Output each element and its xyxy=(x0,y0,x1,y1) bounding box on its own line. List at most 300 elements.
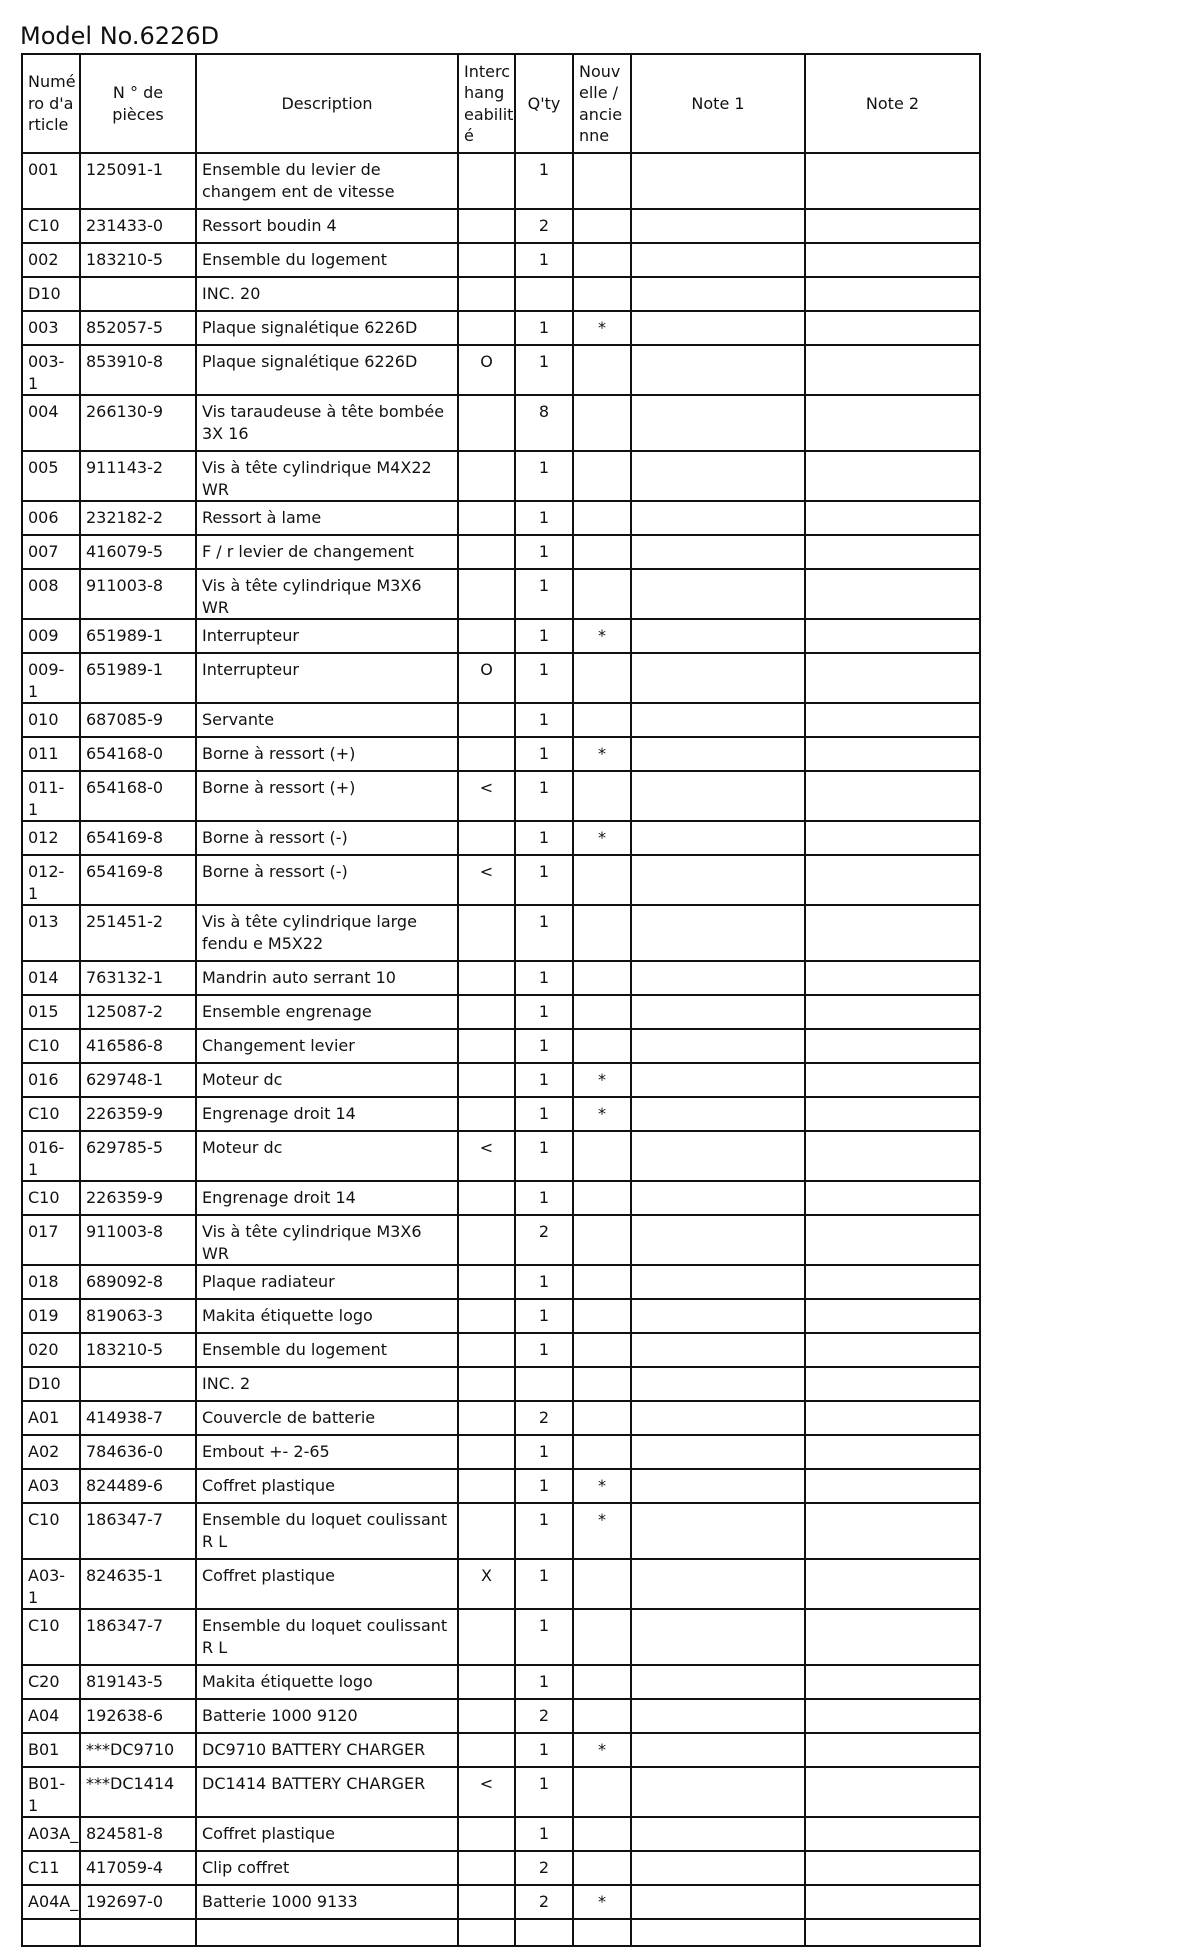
cell-part-number xyxy=(80,277,196,311)
cell-empty xyxy=(22,1919,80,1946)
cell-quantity: 1 xyxy=(515,1665,573,1699)
cell-description: Borne à ressort (+) xyxy=(196,771,458,821)
cell-description: Batterie 1000 9133 xyxy=(196,1885,458,1919)
table-row xyxy=(22,1097,980,1131)
cell-quantity: 1 xyxy=(515,1503,573,1559)
cell-description: Moteur dc xyxy=(196,1131,458,1181)
cell-quantity: 1 xyxy=(515,1817,573,1851)
cell-interchangeability xyxy=(458,995,515,1029)
cell-new-old xyxy=(573,771,631,821)
cell-interchangeability xyxy=(458,501,515,535)
cell-quantity: 2 xyxy=(515,209,573,243)
cell-new-old xyxy=(573,653,631,703)
cell-item-number: 004 xyxy=(22,395,80,451)
cell-description: Vis à tête cylindrique large fendu e M5X22 xyxy=(196,905,458,961)
cell-new-old xyxy=(573,345,631,395)
cell-note-1 xyxy=(631,1733,805,1767)
cell-description: Ensemble du loquet coulissant R L xyxy=(196,1503,458,1559)
cell-item-number: A03-1 xyxy=(22,1559,80,1609)
cell-description: F / r levier de changement xyxy=(196,535,458,569)
cell-new-old xyxy=(573,569,631,619)
cell-item-number: 018 xyxy=(22,1265,80,1299)
cell-interchangeability xyxy=(458,1333,515,1367)
cell-note-1 xyxy=(631,1097,805,1131)
table-row xyxy=(22,1733,980,1767)
table-row xyxy=(22,311,980,345)
cell-note-1 xyxy=(631,905,805,961)
cell-description: Servante xyxy=(196,703,458,737)
cell-new-old xyxy=(573,1767,631,1817)
cell-new-old xyxy=(573,153,631,209)
cell-new-old xyxy=(573,1215,631,1265)
cell-item-number: C10 xyxy=(22,209,80,243)
table-row xyxy=(22,1063,980,1097)
cell-quantity xyxy=(515,277,573,311)
cell-note-2 xyxy=(805,1559,980,1609)
table-row xyxy=(22,995,980,1029)
cell-note-2 xyxy=(805,1265,980,1299)
cell-item-number: C10 xyxy=(22,1181,80,1215)
cell-item-number: C10 xyxy=(22,1097,80,1131)
cell-empty xyxy=(80,1919,196,1946)
cell-new-old xyxy=(573,855,631,905)
cell-new-old xyxy=(573,1299,631,1333)
cell-item-number: 017 xyxy=(22,1215,80,1265)
cell-note-2 xyxy=(805,1733,980,1767)
cell-note-2 xyxy=(805,1699,980,1733)
cell-interchangeability xyxy=(458,737,515,771)
cell-new-old xyxy=(573,1609,631,1665)
cell-note-1 xyxy=(631,703,805,737)
cell-note-1 xyxy=(631,1299,805,1333)
cell-new-old xyxy=(573,395,631,451)
cell-quantity: 1 xyxy=(515,995,573,1029)
cell-quantity: 1 xyxy=(515,153,573,209)
cell-item-number: D10 xyxy=(22,277,80,311)
cell-item-number: 001 xyxy=(22,153,80,209)
cell-quantity: 2 xyxy=(515,1885,573,1919)
cell-part-number: 654169-8 xyxy=(80,821,196,855)
table-row xyxy=(22,855,980,905)
cell-description: Ensemble du loquet coulissant R L xyxy=(196,1609,458,1665)
cell-item-number: 016-1 xyxy=(22,1131,80,1181)
cell-interchangeability xyxy=(458,821,515,855)
cell-quantity: 1 xyxy=(515,1333,573,1367)
cell-interchangeability xyxy=(458,1401,515,1435)
cell-item-number: 020 xyxy=(22,1333,80,1367)
cell-note-1 xyxy=(631,535,805,569)
cell-item-number: 011-1 xyxy=(22,771,80,821)
cell-new-old xyxy=(573,1665,631,1699)
cell-note-1 xyxy=(631,855,805,905)
cell-note-2 xyxy=(805,1851,980,1885)
cell-new-old: * xyxy=(573,1063,631,1097)
cell-empty xyxy=(805,1919,980,1946)
cell-part-number: 192638-6 xyxy=(80,1699,196,1733)
cell-description: Plaque radiateur xyxy=(196,1265,458,1299)
cell-item-number: A01 xyxy=(22,1401,80,1435)
cell-quantity: 2 xyxy=(515,1851,573,1885)
cell-note-2 xyxy=(805,451,980,501)
table-row xyxy=(22,1699,980,1733)
cell-quantity: 1 xyxy=(515,1435,573,1469)
cell-interchangeability xyxy=(458,243,515,277)
cell-interchangeability xyxy=(458,961,515,995)
cell-new-old xyxy=(573,1131,631,1181)
cell-quantity: 2 xyxy=(515,1699,573,1733)
cell-interchangeability xyxy=(458,277,515,311)
cell-note-1 xyxy=(631,1401,805,1435)
cell-item-number: 003-1 xyxy=(22,345,80,395)
cell-item-number: C11 xyxy=(22,1851,80,1885)
cell-interchangeability: O xyxy=(458,345,515,395)
page-title: Model No.6226D xyxy=(20,22,220,50)
cell-interchangeability xyxy=(458,1733,515,1767)
cell-item-number: 009 xyxy=(22,619,80,653)
cell-new-old xyxy=(573,277,631,311)
cell-note-2 xyxy=(805,501,980,535)
cell-note-1 xyxy=(631,243,805,277)
table-row xyxy=(22,1401,980,1435)
cell-note-1 xyxy=(631,311,805,345)
cell-note-2 xyxy=(805,277,980,311)
cell-quantity: 1 xyxy=(515,653,573,703)
cell-interchangeability xyxy=(458,1699,515,1733)
cell-note-2 xyxy=(805,243,980,277)
cell-interchangeability xyxy=(458,1817,515,1851)
cell-note-2 xyxy=(805,653,980,703)
table-row xyxy=(22,153,980,209)
cell-note-2 xyxy=(805,1299,980,1333)
cell-interchangeability xyxy=(458,311,515,345)
cell-new-old: * xyxy=(573,1503,631,1559)
cell-new-old xyxy=(573,1851,631,1885)
cell-new-old xyxy=(573,451,631,501)
cell-quantity: 1 xyxy=(515,1609,573,1665)
cell-note-1 xyxy=(631,1503,805,1559)
cell-note-2 xyxy=(805,1333,980,1367)
cell-interchangeability xyxy=(458,153,515,209)
cell-new-old: * xyxy=(573,1097,631,1131)
cell-quantity: 1 xyxy=(515,501,573,535)
cell-description: Vis taraudeuse à tête bombée 3X 16 xyxy=(196,395,458,451)
cell-note-1 xyxy=(631,451,805,501)
cell-note-1 xyxy=(631,501,805,535)
cell-description: DC1414 BATTERY CHARGER xyxy=(196,1767,458,1817)
table-row xyxy=(22,961,980,995)
table-row xyxy=(22,703,980,737)
cell-item-number: 012 xyxy=(22,821,80,855)
cell-new-old xyxy=(573,905,631,961)
cell-interchangeability xyxy=(458,395,515,451)
cell-note-2 xyxy=(805,1215,980,1265)
cell-part-number: 226359-9 xyxy=(80,1181,196,1215)
cell-part-number: 784636-0 xyxy=(80,1435,196,1469)
table-row xyxy=(22,821,980,855)
cell-description: Borne à ressort (+) xyxy=(196,737,458,771)
cell-description: Couvercle de batterie xyxy=(196,1401,458,1435)
cell-quantity: 1 xyxy=(515,451,573,501)
cell-description: Coffret plastique xyxy=(196,1469,458,1503)
table-row xyxy=(22,1469,980,1503)
cell-description: Moteur dc xyxy=(196,1063,458,1097)
cell-interchangeability: < xyxy=(458,1131,515,1181)
cell-description: Ensemble du logement xyxy=(196,243,458,277)
cell-part-number: 251451-2 xyxy=(80,905,196,961)
table-row xyxy=(22,1333,980,1367)
cell-item-number: 014 xyxy=(22,961,80,995)
cell-item-number: 003 xyxy=(22,311,80,345)
cell-description: Clip coffret xyxy=(196,1851,458,1885)
cell-quantity: 2 xyxy=(515,1401,573,1435)
cell-part-number: 226359-9 xyxy=(80,1097,196,1131)
cell-quantity: 1 xyxy=(515,1131,573,1181)
cell-note-1 xyxy=(631,395,805,451)
cell-note-2 xyxy=(805,535,980,569)
cell-description: INC. 2 xyxy=(196,1367,458,1401)
cell-part-number: ***DC1414 xyxy=(80,1767,196,1817)
table-row xyxy=(22,1559,980,1609)
table-row xyxy=(22,1367,980,1401)
cell-description: INC. 20 xyxy=(196,277,458,311)
cell-item-number: 013 xyxy=(22,905,80,961)
cell-quantity: 1 xyxy=(515,855,573,905)
table-row xyxy=(22,1215,980,1265)
cell-interchangeability xyxy=(458,1367,515,1401)
cell-item-number: C10 xyxy=(22,1029,80,1063)
table-row xyxy=(22,1299,980,1333)
cell-new-old: * xyxy=(573,1885,631,1919)
cell-part-number: 416586-8 xyxy=(80,1029,196,1063)
cell-item-number: D10 xyxy=(22,1367,80,1401)
cell-quantity: 1 xyxy=(515,737,573,771)
cell-new-old xyxy=(573,1265,631,1299)
cell-note-1 xyxy=(631,771,805,821)
table-row xyxy=(22,1029,980,1063)
cell-part-number: 232182-2 xyxy=(80,501,196,535)
cell-part-number: 654169-8 xyxy=(80,855,196,905)
cell-new-old xyxy=(573,243,631,277)
table-row xyxy=(22,653,980,703)
cell-interchangeability xyxy=(458,1029,515,1063)
cell-new-old xyxy=(573,1559,631,1609)
table-row xyxy=(22,1503,980,1559)
cell-note-1 xyxy=(631,1851,805,1885)
table-row xyxy=(22,277,980,311)
cell-interchangeability xyxy=(458,1469,515,1503)
table-row xyxy=(22,395,980,451)
cell-description: Ensemble du logement xyxy=(196,1333,458,1367)
cell-quantity: 2 xyxy=(515,1215,573,1265)
cell-interchangeability xyxy=(458,209,515,243)
cell-new-old: * xyxy=(573,1469,631,1503)
cell-description: Batterie 1000 9120 xyxy=(196,1699,458,1733)
cell-part-number: 819143-5 xyxy=(80,1665,196,1699)
header-part-number: N ° de pièces xyxy=(80,54,196,153)
cell-new-old xyxy=(573,1817,631,1851)
cell-item-number: 011 xyxy=(22,737,80,771)
table-row xyxy=(22,1181,980,1215)
table-row xyxy=(22,535,980,569)
cell-part-number: 183210-5 xyxy=(80,1333,196,1367)
cell-description: Plaque signalétique 6226D xyxy=(196,345,458,395)
cell-empty xyxy=(631,1919,805,1946)
cell-item-number: A03A_ xyxy=(22,1817,80,1851)
cell-part-number: 853910-8 xyxy=(80,345,196,395)
cell-new-old xyxy=(573,1401,631,1435)
cell-quantity: 1 xyxy=(515,1029,573,1063)
cell-interchangeability xyxy=(458,1265,515,1299)
cell-note-2 xyxy=(805,1367,980,1401)
cell-note-1 xyxy=(631,1665,805,1699)
header-description: Description xyxy=(196,54,458,153)
cell-item-number: 009-1 xyxy=(22,653,80,703)
cell-description: Coffret plastique xyxy=(196,1559,458,1609)
cell-quantity xyxy=(515,1367,573,1401)
cell-quantity: 1 xyxy=(515,1097,573,1131)
cell-note-1 xyxy=(631,153,805,209)
cell-note-2 xyxy=(805,821,980,855)
cell-interchangeability xyxy=(458,1435,515,1469)
table-row xyxy=(22,1851,980,1885)
cell-new-old: * xyxy=(573,1733,631,1767)
table-row xyxy=(22,243,980,277)
cell-part-number: 629785-5 xyxy=(80,1131,196,1181)
cell-new-old: * xyxy=(573,737,631,771)
cell-part-number: 183210-5 xyxy=(80,243,196,277)
cell-note-1 xyxy=(631,1265,805,1299)
cell-item-number: C20 xyxy=(22,1665,80,1699)
cell-new-old xyxy=(573,1435,631,1469)
cell-quantity: 1 xyxy=(515,619,573,653)
cell-note-1 xyxy=(631,277,805,311)
cell-item-number: 002 xyxy=(22,243,80,277)
cell-part-number: 654168-0 xyxy=(80,771,196,821)
cell-item-number: 016 xyxy=(22,1063,80,1097)
cell-note-2 xyxy=(805,345,980,395)
header-note-2: Note 2 xyxy=(805,54,980,153)
cell-interchangeability xyxy=(458,1851,515,1885)
cell-interchangeability xyxy=(458,1299,515,1333)
cell-description: Ensemble du levier de changem ent de vitesse xyxy=(196,153,458,209)
cell-quantity: 1 xyxy=(515,703,573,737)
table-body xyxy=(22,153,980,1946)
cell-quantity: 1 xyxy=(515,1767,573,1817)
cell-part-number: 416079-5 xyxy=(80,535,196,569)
table-row xyxy=(22,209,980,243)
cell-item-number: B01 xyxy=(22,1733,80,1767)
cell-description: Embout +- 2-65 xyxy=(196,1435,458,1469)
cell-new-old: * xyxy=(573,821,631,855)
cell-new-old xyxy=(573,535,631,569)
cell-quantity: 1 xyxy=(515,243,573,277)
cell-note-2 xyxy=(805,1503,980,1559)
cell-new-old xyxy=(573,961,631,995)
cell-description: Borne à ressort (-) xyxy=(196,821,458,855)
cell-part-number: 266130-9 xyxy=(80,395,196,451)
cell-interchangeability xyxy=(458,1063,515,1097)
cell-description: Vis à tête cylindrique M3X6 WR xyxy=(196,569,458,619)
cell-part-number: 192697-0 xyxy=(80,1885,196,1919)
cell-note-2 xyxy=(805,1609,980,1665)
table-row xyxy=(22,905,980,961)
cell-item-number: 006 xyxy=(22,501,80,535)
cell-interchangeability xyxy=(458,535,515,569)
cell-note-2 xyxy=(805,395,980,451)
cell-quantity: 1 xyxy=(515,1559,573,1609)
cell-item-number: 008 xyxy=(22,569,80,619)
header-quantity: Q'ty xyxy=(515,54,573,153)
table-row xyxy=(22,771,980,821)
cell-note-1 xyxy=(631,1435,805,1469)
cell-part-number: 852057-5 xyxy=(80,311,196,345)
cell-note-1 xyxy=(631,1063,805,1097)
table-row xyxy=(22,569,980,619)
cell-note-2 xyxy=(805,1401,980,1435)
cell-interchangeability xyxy=(458,569,515,619)
cell-part-number: 414938-7 xyxy=(80,1401,196,1435)
cell-quantity: 1 xyxy=(515,1265,573,1299)
cell-interchangeability xyxy=(458,703,515,737)
cell-description: Borne à ressort (-) xyxy=(196,855,458,905)
table-row xyxy=(22,619,980,653)
parts-table xyxy=(21,53,981,1947)
cell-new-old xyxy=(573,1367,631,1401)
cell-empty xyxy=(458,1919,515,1946)
cell-quantity: 1 xyxy=(515,821,573,855)
cell-note-2 xyxy=(805,1817,980,1851)
cell-part-number: 911143-2 xyxy=(80,451,196,501)
cell-note-2 xyxy=(805,771,980,821)
cell-note-2 xyxy=(805,1665,980,1699)
cell-note-2 xyxy=(805,619,980,653)
cell-interchangeability xyxy=(458,1609,515,1665)
cell-note-2 xyxy=(805,1063,980,1097)
cell-new-old xyxy=(573,703,631,737)
cell-description: Vis à tête cylindrique M4X22 WR xyxy=(196,451,458,501)
cell-note-2 xyxy=(805,737,980,771)
cell-note-2 xyxy=(805,1097,980,1131)
cell-part-number: 824635-1 xyxy=(80,1559,196,1609)
cell-description: Plaque signalétique 6226D xyxy=(196,311,458,345)
cell-part-number: 763132-1 xyxy=(80,961,196,995)
cell-description: Interrupteur xyxy=(196,653,458,703)
cell-quantity: 1 xyxy=(515,1063,573,1097)
table-header xyxy=(22,54,980,153)
cell-description: Vis à tête cylindrique M3X6 WR xyxy=(196,1215,458,1265)
cell-part-number: 911003-8 xyxy=(80,569,196,619)
cell-note-2 xyxy=(805,311,980,345)
cell-description: Ressort à lame xyxy=(196,501,458,535)
cell-part-number: 186347-7 xyxy=(80,1609,196,1665)
table-row xyxy=(22,345,980,395)
table-row xyxy=(22,1817,980,1851)
table-row xyxy=(22,1665,980,1699)
cell-new-old xyxy=(573,209,631,243)
cell-note-1 xyxy=(631,1215,805,1265)
cell-empty xyxy=(573,1919,631,1946)
cell-note-2 xyxy=(805,1181,980,1215)
cell-note-1 xyxy=(631,1333,805,1367)
cell-part-number: 417059-4 xyxy=(80,1851,196,1885)
cell-description: Changement levier xyxy=(196,1029,458,1063)
cell-interchangeability xyxy=(458,1097,515,1131)
cell-note-1 xyxy=(631,1367,805,1401)
cell-item-number: 012-1 xyxy=(22,855,80,905)
cell-part-number: ***DC9710 xyxy=(80,1733,196,1767)
cell-note-1 xyxy=(631,1885,805,1919)
header-new-old: Nouv elle / ancie nne xyxy=(573,54,631,153)
